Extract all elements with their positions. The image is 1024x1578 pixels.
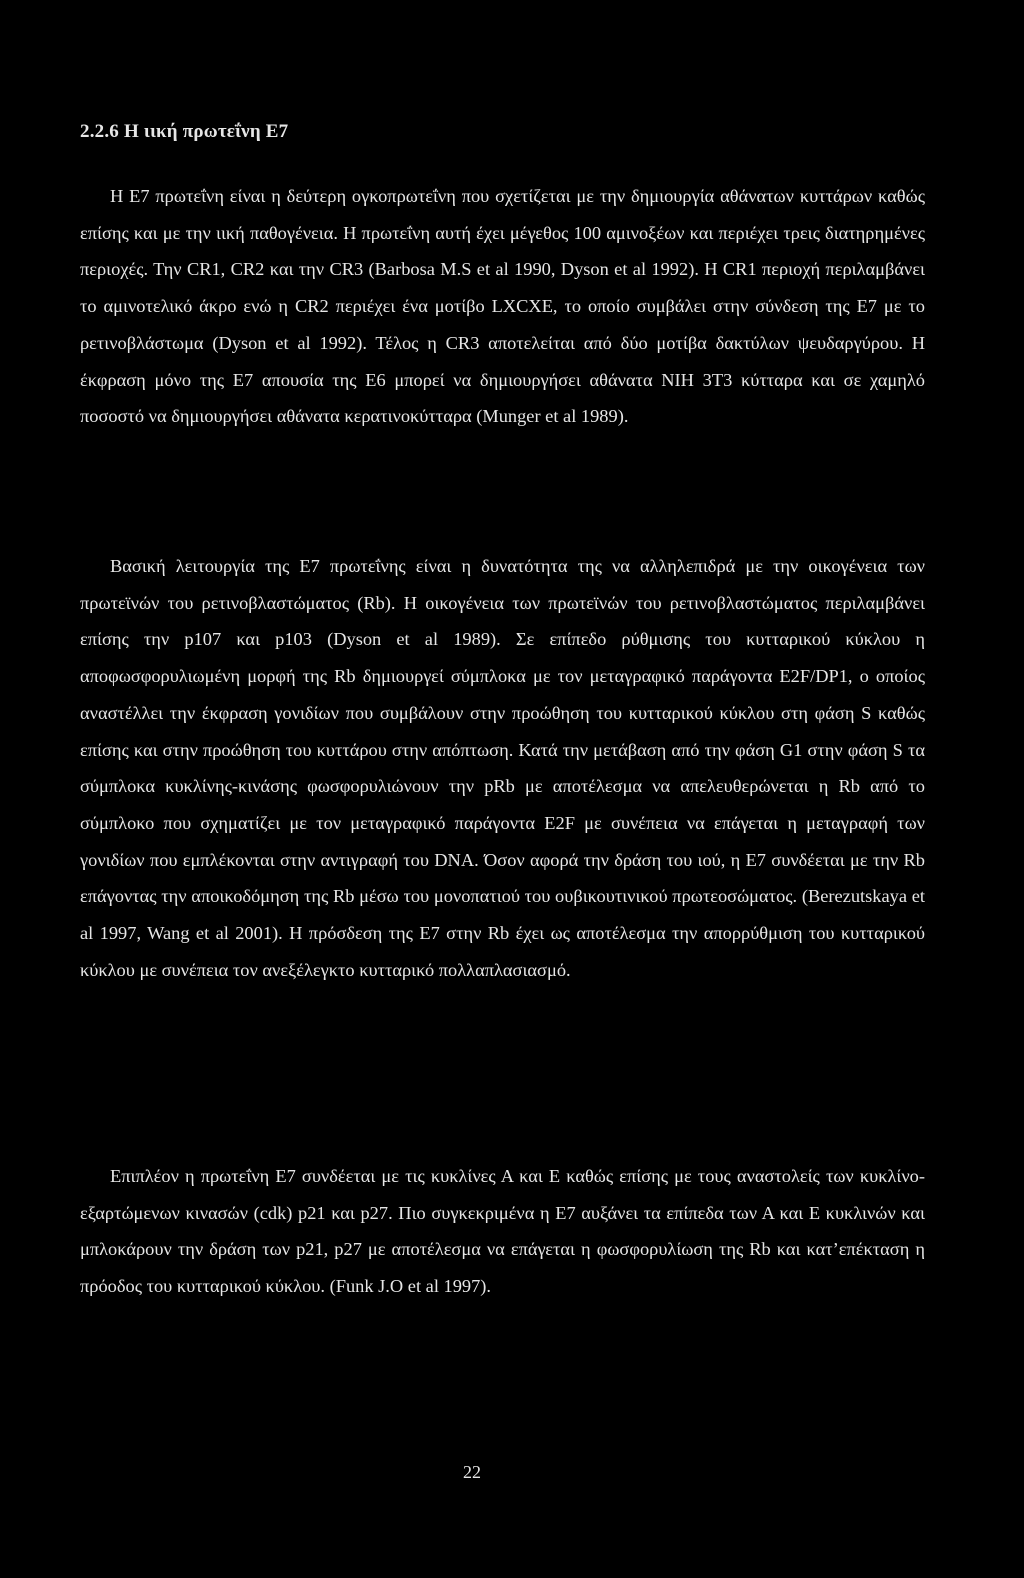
page-number: 22 <box>463 1462 481 1482</box>
paragraph-cyclin-binding: Επιπλέον η πρωτεΐνη Ε7 συνδέεται με τις κυκλίνες Α και Ε καθώς επίσης με τους αναστολείς των κυκλίνο-εξαρτώμενων κινασών (cdk) p21 και p27. Πιο συγκεκριμένα η Ε7 αυξάνει τα επίπεδα των Α και Ε κυκλινών και μπλοκάρουν την δράση των p21, p27 με αποτέλεσμα να επάγεται η φωσφορυλίωση της Rb και κατ’επέκταση η πρόοδος του κυτταρικού κύκλου. (Funk J.O et al 1997). <box>80 1166 925 1297</box>
paragraph-e7-overview: Η Ε7 πρωτεΐνη είναι η δεύτερη ογκοπρωτεΐνη που σχετίζεται με την δημιουργία αθάνατων κυττάρων καθώς επίσης και με την ιική παθογένεια. Η πρωτεΐνη αυτή έχει μέγεθος 100 αμινοξέων και περιέχει τρεις διατηρημένες περιοχές. Την CR1, CR2 και την CR3 (Barbosa M.S et al 1990, Dyson et al 1992). Η CR1 περιοχή περιλαμβάνει το αμινοτελικό άκρο ενώ η CR2 περιέχει ένα μοτίβο LXCXE, το οποίο συμβάλει στην σύνδεση της Ε7 με το ρετινοβλάστωμα (Dyson et al 1992). Τέλος η CR3 αποτελείται από δύο μοτίβα δακτύλων ψευδαργύρου. Η έκφραση μόνο της Ε7 απουσία της Ε6 μπορεί να δημιουργήσει αθάνατα NIH 3T3 κύτταρα και σε χαμηλό ποσοστό να δημιουργήσει αθάνατα κερατινοκύτταρα (Munger et al 1989). <box>80 186 925 427</box>
paragraph-rb-interaction: Βασική λειτουργία της Ε7 πρωτεΐνης είναι η δυνατότητα της να αλληλεπιδρά με την οικογένεια των πρωτεϊνών του ρετινοβλαστώματος (Rb). Η οικογένεια των πρωτεϊνών του ρετινοβλαστώματος περιλαμβάνει επίσης την p107 και p103 (Dyson et al 1989). Σε επίπεδο ρύθμισης του κυτταρικού κύκλου η αποφωσφορυλιωμένη μορφή της Rb δημιουργεί σύμπλοκα με τον μεταγραφικό παράγοντα E2F/DP1, ο οποίος αναστέλλει την έκφραση γονιδίων που συμβάλουν στην προώθηση του κυτταρικού κύκλου στη φάση S καθώς επίσης και στην προώθηση του κυττάρου στην απόπτωση. Κατά την μετάβαση από την φάση G1 στην φάση S τα σύμπλοκα κυκλίνης-κινάσης φωσφορυλιώνουν την pRb με αποτέλεσμα να απελευθερώνεται η Rb από το σύμπλοκο που σχηματίζει με τον μεταγραφικό παράγοντα E2F με συνέπεια να επάγεται η μεταγραφή των γονιδίων που εμπλέκονται στην αντιγραφή του DNA. Όσον αφορά την δράση του ιού, η Ε7 συνδέεται με την Rb επάγοντας την αποικοδόμηση της Rb μέσω του μονοπατιού του ουβικουτινικού πρωτεοσώματος. (Berezutskaya et al 1997, Wang et al 2001). Η πρόσδεση της Ε7 στην Rb έχει ως αποτέλεσμα την απορρύθμιση του κυτταρικού κύκλου με συνέπεια τον ανεξέλεγκτο κυτταρικό πολλαπλασιασμό. <box>80 556 925 980</box>
section-heading: 2.2.6 Η ιική πρωτεΐνη Ε7 <box>80 121 289 142</box>
